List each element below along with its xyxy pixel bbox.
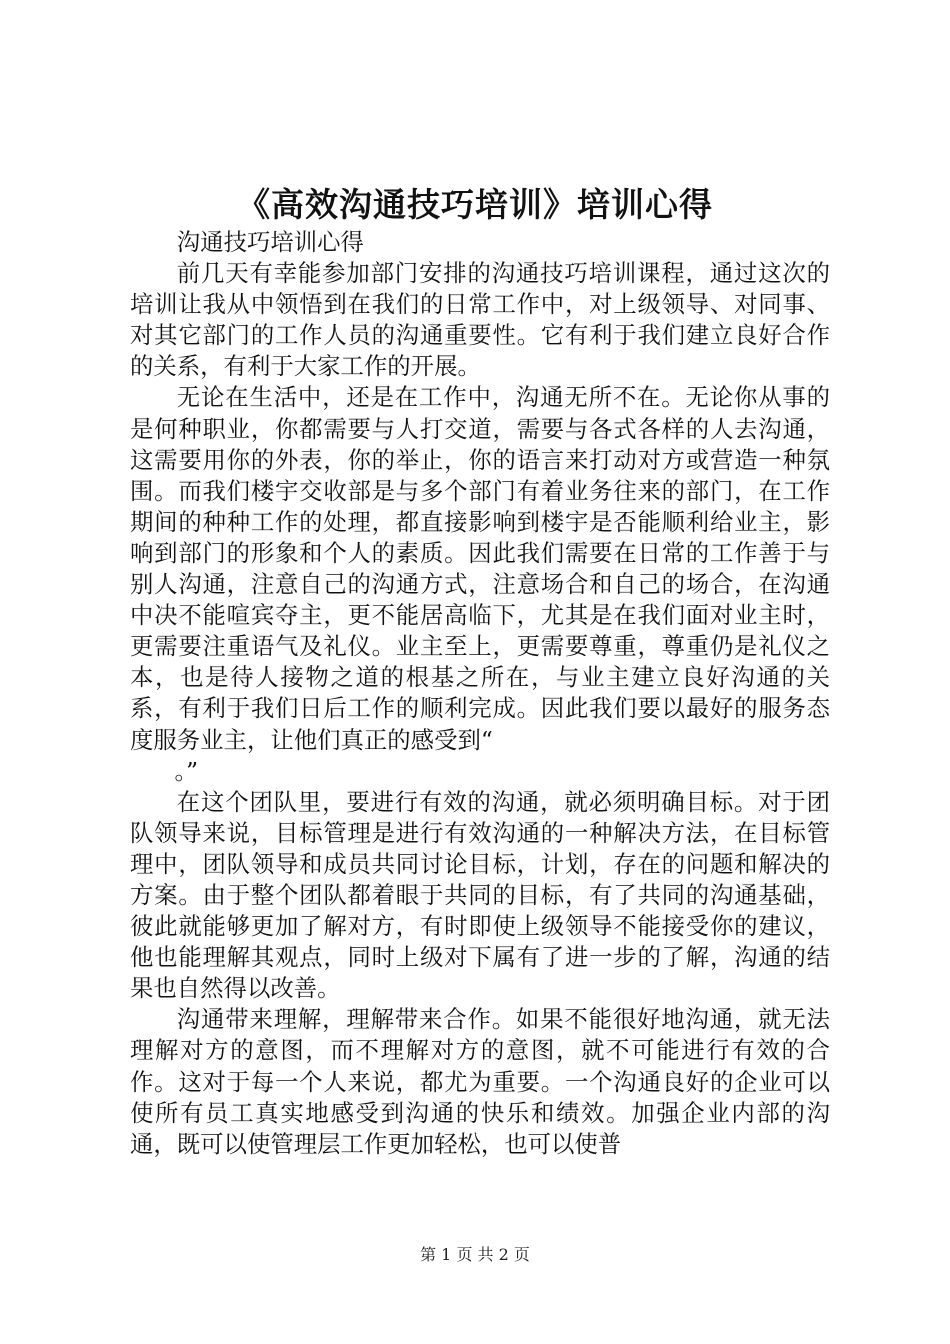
body-paragraph-3: 在这个团队里，要进行有效的沟通，就必须明确目标。对于团队领导来说，目标管理是进行有效沟通的一种解决方法，在目标管理中，团队领导和成员共同讨论目标，计划，存在的问题和解决的方案。由于整个团队都着眼于共同的目标，有了共同的沟通基础，彼此就能够更加了解对方，有时即使上级领导不能接受你的建议，他也能理解其观点，同时上级对下属有了进一步的了解，沟通的结果也自然得以改善。 [130,787,830,1003]
body-paragraph-1: 前几天有幸能参加部门安排的沟通技巧培训课程，通过这次的培训让我从中领悟到在我们的日常工作中，对上级领导、对同事、对其它部门的工作人员的沟通重要性。它有利于我们建立良好合作的关系，有利于大家工作的开展。 [130,259,830,381]
page-footer: 第 1 页 共 2 页 [420,1245,530,1264]
body-paragraph-2: 无论在生活中，还是在工作中，沟通无所不在。无论你从事的是何种职业，你都需要与人打交道，需要与各式各样的人去沟通，这需要用你的外表，你的举止，你的语言来打动对方或营造一种氛围。而我们楼宇交收部是与多个部门有着业务往来的部门，在工作期间的种种工作的处理，都直接影响到楼宇是否能顺利给业主，影响到部门的形象和个人的素质。因此我们需要在日常的工作善于与别人沟通，注意自己的沟通方式，注意场合和自己的场合，在沟通中决不能喧宾夺主，更不能居高临下，尤其是在我们面对业主时，更需要注重语气及礼仪。业主至上，更需要尊重，尊重仍是礼仪之本，也是待人接物之道的根基之所在，与业主建立良好沟通的关系，有利于我们日后工作的顺利完成。因此我们要以最好的服务态度服务业主，让他们真正的感受到“ [130,383,830,754]
body-paragraph-4: 沟通带来理解，理解带来合作。如果不能很好地沟通，就无法理解对方的意图，而不理解对方的意图，就不可能进行有效的合作。这对于每一个人来说，都尤为重要。一个沟通良好的企业可以使所有员工真实地感受到沟通的快乐和绩效。加强企业内部的沟通，既可以使管理层工作更加轻松，也可以使普 [130,1005,830,1158]
document-body [130,227,830,1160]
document-title: 《高效沟通技巧培训》培训心得 [237,185,713,224]
quote-closing: 。” [174,756,199,785]
document-subheading: 沟通技巧培训心得 [176,228,364,256]
